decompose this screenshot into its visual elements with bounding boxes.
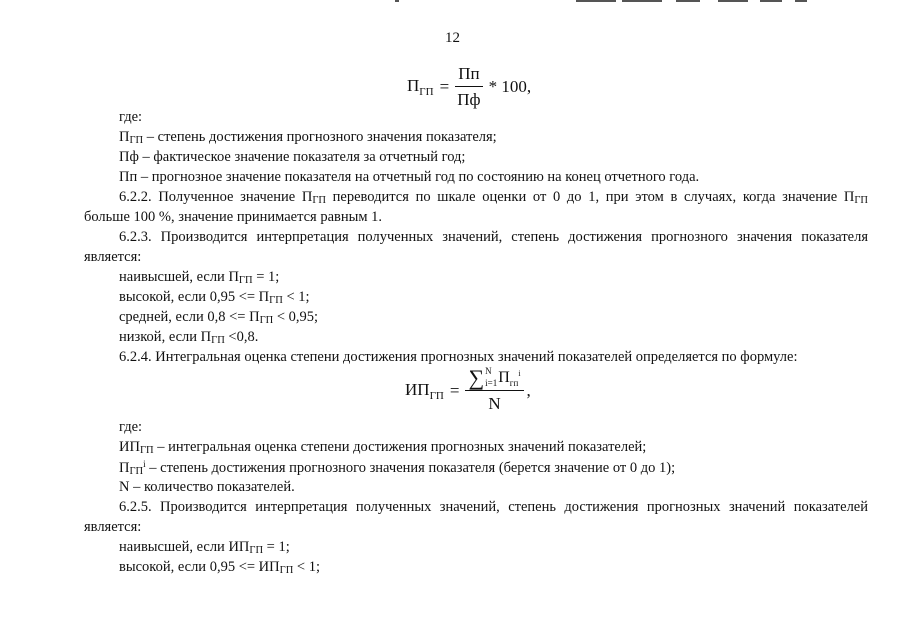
paragraph-6-2-3-line2: является:: [84, 249, 142, 265]
formula-equals: =: [449, 380, 460, 400]
sum-term: $П_{гп}^i$: [498, 369, 521, 388]
fraction-denominator: N: [488, 394, 501, 413]
fraction-denominator: Пф: [457, 90, 481, 109]
definition-pgp: ПГП – степень достижения прогнозного значения показателя;: [119, 129, 497, 146]
definition-ipgp: ИПГП – интегральная оценка степени достижения прогнозных значений показателей;: [119, 439, 647, 456]
where-label: где:: [119, 419, 143, 435]
where-label: где:: [119, 109, 143, 125]
page-number: 12: [445, 30, 460, 46]
list-item: высокой, если 0,95 <= ИПГП < 1;: [119, 559, 320, 576]
sum-symbol: ∑: [468, 365, 485, 390]
fraction-numerator: Пп: [455, 64, 482, 87]
formula-comma: ,: [526, 380, 531, 400]
top-scan-marks: [0, 0, 905, 6]
paragraph-6-2-5-line1: 6.2.5. Производится интерпретация полученных значений, степень достижения прогнозных значений показателей: [119, 499, 868, 515]
paragraph-6-2-2-line1: 6.2.2. Полученное значение ПГП переводится по шкале оценки от 0 до 1, при этом в случаях, когда значение ПГП: [119, 189, 868, 206]
definition-n: N – количество показателей.: [119, 479, 295, 495]
definition-pf: Пф – фактическое значение показателя за отчетный год;: [119, 149, 466, 165]
list-item: наивысшей, если ИПГП = 1;: [119, 539, 290, 556]
fraction-numerator: [465, 367, 523, 391]
definition-pp: Пп – прогнозное значение показателя на отчетный год по состоянию на конец отчетного года.: [119, 169, 700, 185]
list-item: наивысшей, если ПГП = 1;: [119, 269, 280, 286]
list-item: высокой, если 0,95 <= ПГП < 1;: [119, 289, 310, 306]
formula-fraction: [455, 64, 482, 110]
formula-lhs: $ИП_{ГП}$: [405, 379, 444, 402]
formula-equals: =: [439, 77, 450, 96]
paragraph-6-2-2-line2: больше 100 %, значение принимается равным 1.: [84, 209, 383, 225]
formula-multiplier: * 100,: [488, 77, 532, 96]
formula-lhs: $П_{ГП}$: [407, 76, 434, 98]
paragraph-6-2-4: 6.2.4. Интегральная оценка степени достижения прогнозных значений показателей определяется по формуле:: [119, 349, 798, 365]
list-item: средней, если 0,8 <= ПГП < 0,95;: [119, 309, 319, 326]
list-item: низкой, если ПГП <0,8.: [119, 329, 259, 346]
definition-pgp-i: ПГП$^i$ – степень достижения прогнозного значения показателя (берется значение от 0 до 1);: [119, 459, 676, 477]
paragraph-6-2-5-line2: является:: [84, 519, 142, 535]
sum-limits: N i=1: [485, 366, 498, 388]
formula-ipgp: [405, 367, 531, 414]
paragraph-6-2-3-line1: 6.2.3. Производится интерпретация полученных значений, степень достижения прогнозного значения показателя: [119, 229, 868, 245]
formula-fraction: [465, 367, 523, 414]
formula-pgp: [407, 64, 531, 110]
